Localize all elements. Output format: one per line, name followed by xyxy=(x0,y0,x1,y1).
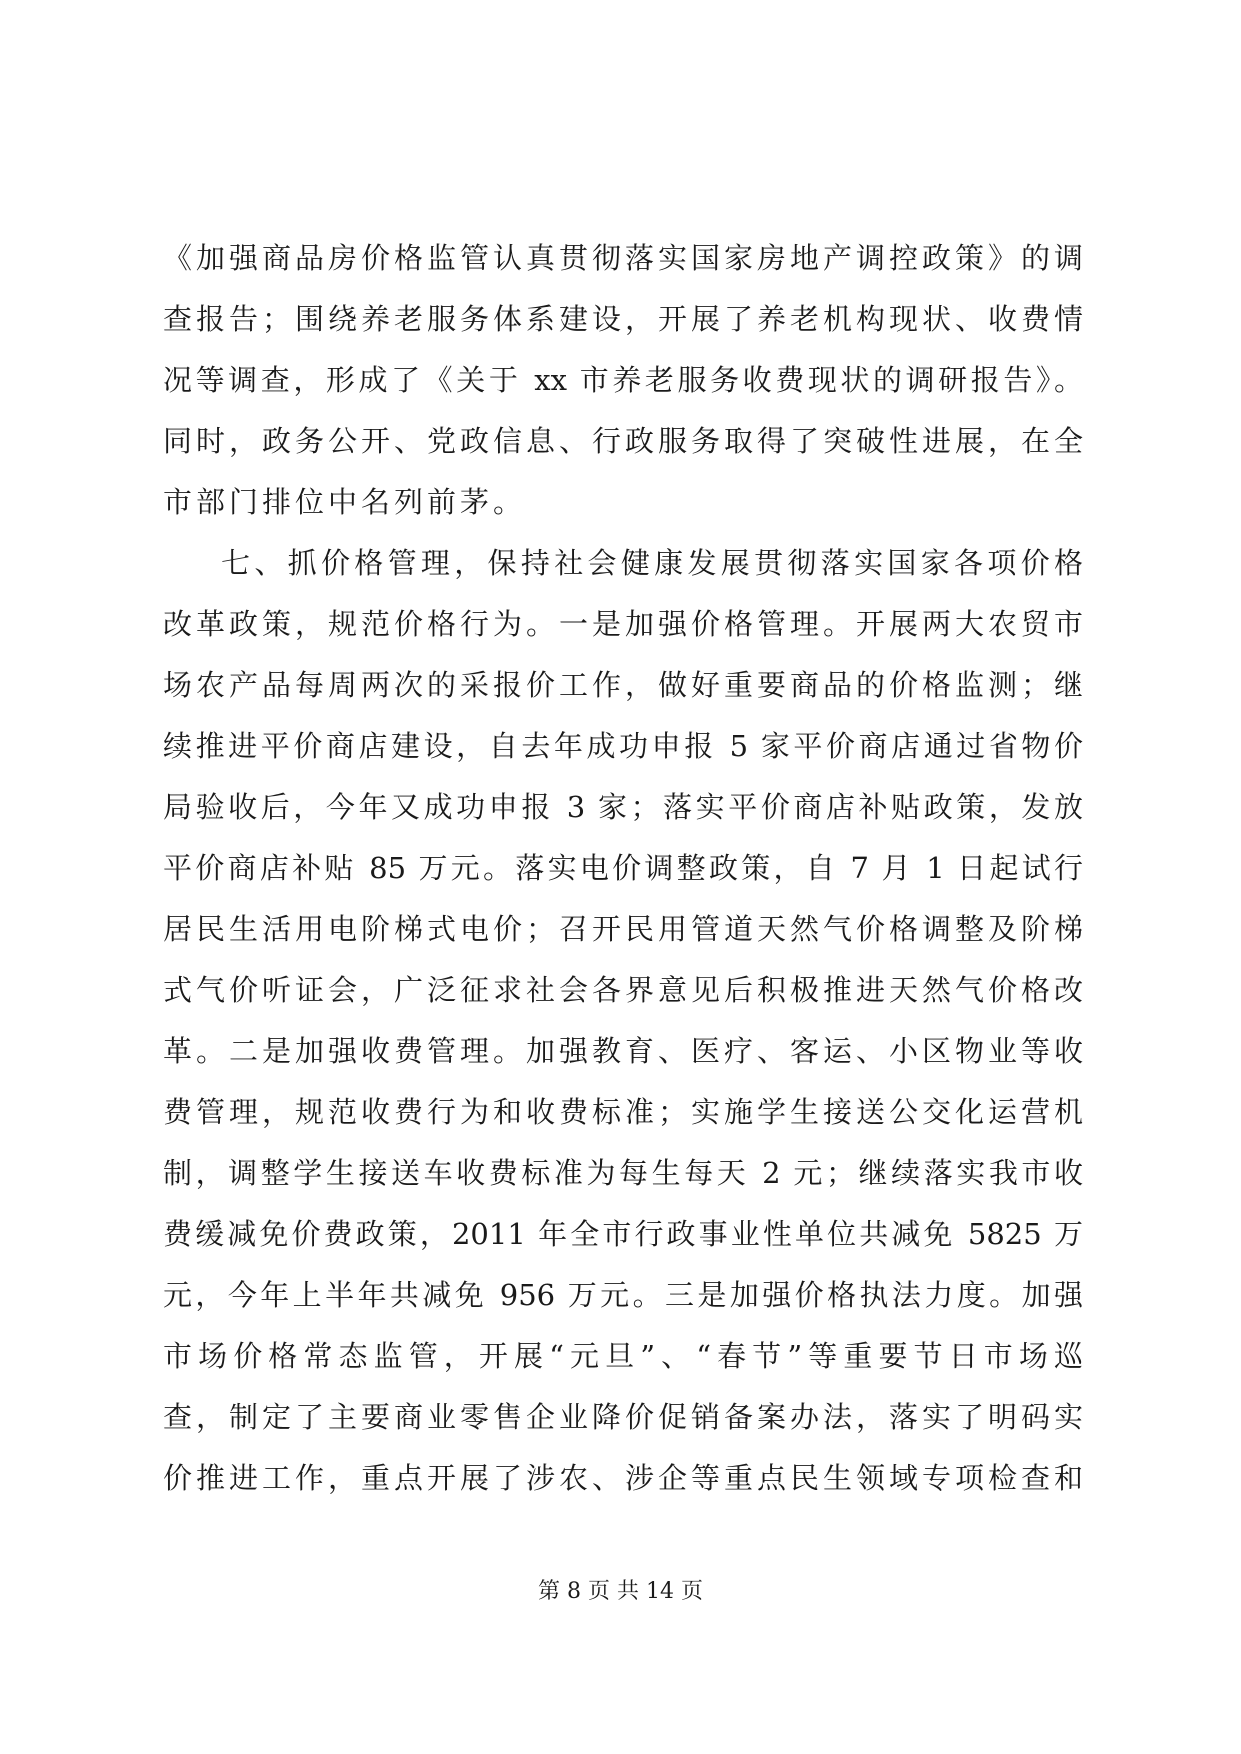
text-line: 局验收后，今年又成功申报 3 家；落实平价商店补贴政策，发放 xyxy=(163,790,1083,824)
text-line: 元，今年上半年共减免 956 万元。三是加强价格执法力度。加强 xyxy=(163,1278,1083,1312)
text-line: 《加强商品房价格监管认真贯彻落实国家房地产调控政策》的调 xyxy=(163,241,1083,275)
text-line: 查报告；围绕养老服务体系建设，开展了养老机构现状、收费情 xyxy=(163,302,1083,336)
text-line: 同时，政务公开、党政信息、行政服务取得了突破性进展，在全 xyxy=(163,424,1083,458)
text-line: 式气价听证会，广泛征求社会各界意见后积极推进天然气价格改 xyxy=(163,973,1083,1007)
page-number-footer: 第 8 页 共 14 页 xyxy=(538,1579,703,1604)
text-line: 续推进平价商店建设，自去年成功申报 5 家平价商店通过省物价 xyxy=(163,729,1083,763)
text-line: 改革政策，规范价格行为。一是加强价格管理。开展两大农贸市 xyxy=(163,607,1083,641)
text-line: 况等调查，形成了《关于 xx 市养老服务收费现状的调研报告》。 xyxy=(163,363,1083,397)
text-line: 平价商店补贴 85 万元。落实电价调整政策，自 7 月 1 日起试行 xyxy=(163,851,1083,885)
text-line: 场农产品每周两次的采报价工作，做好重要商品的价格监测；继 xyxy=(163,668,1083,702)
text-line: 市部门排位中名列前茅。 xyxy=(163,485,527,519)
body-text xyxy=(163,228,1083,1509)
text-line: 价推进工作，重点开展了涉农、涉企等重点民生领域专项检查和 xyxy=(163,1461,1083,1495)
text-line: 市场价格常态监管，开展“元旦”、“春节”等重要节日市场巡 xyxy=(163,1339,1083,1373)
text-line: 费管理，规范收费行为和收费标准；实施学生接送公交化运营机 xyxy=(163,1095,1083,1129)
text-line: 革。二是加强收费管理。加强教育、医疗、客运、小区物业等收 xyxy=(163,1034,1083,1068)
text-line: 居民生活用电阶梯式电价；召开民用管道天然气价格调整及阶梯 xyxy=(163,912,1083,946)
section-heading-line: 七、抓价格管理，保持社会健康发展贯彻落实国家各项价格 xyxy=(221,546,1083,580)
text-line: 制，调整学生接送车收费标准为每生每天 2 元；继续落实我市收 xyxy=(163,1156,1083,1190)
text-line: 查，制定了主要商业零售企业降价促销备案办法，落实了明码实 xyxy=(163,1400,1083,1434)
text-line: 费缓减免价费政策，2011 年全市行政事业性单位共减免 5825 万 xyxy=(163,1217,1083,1251)
